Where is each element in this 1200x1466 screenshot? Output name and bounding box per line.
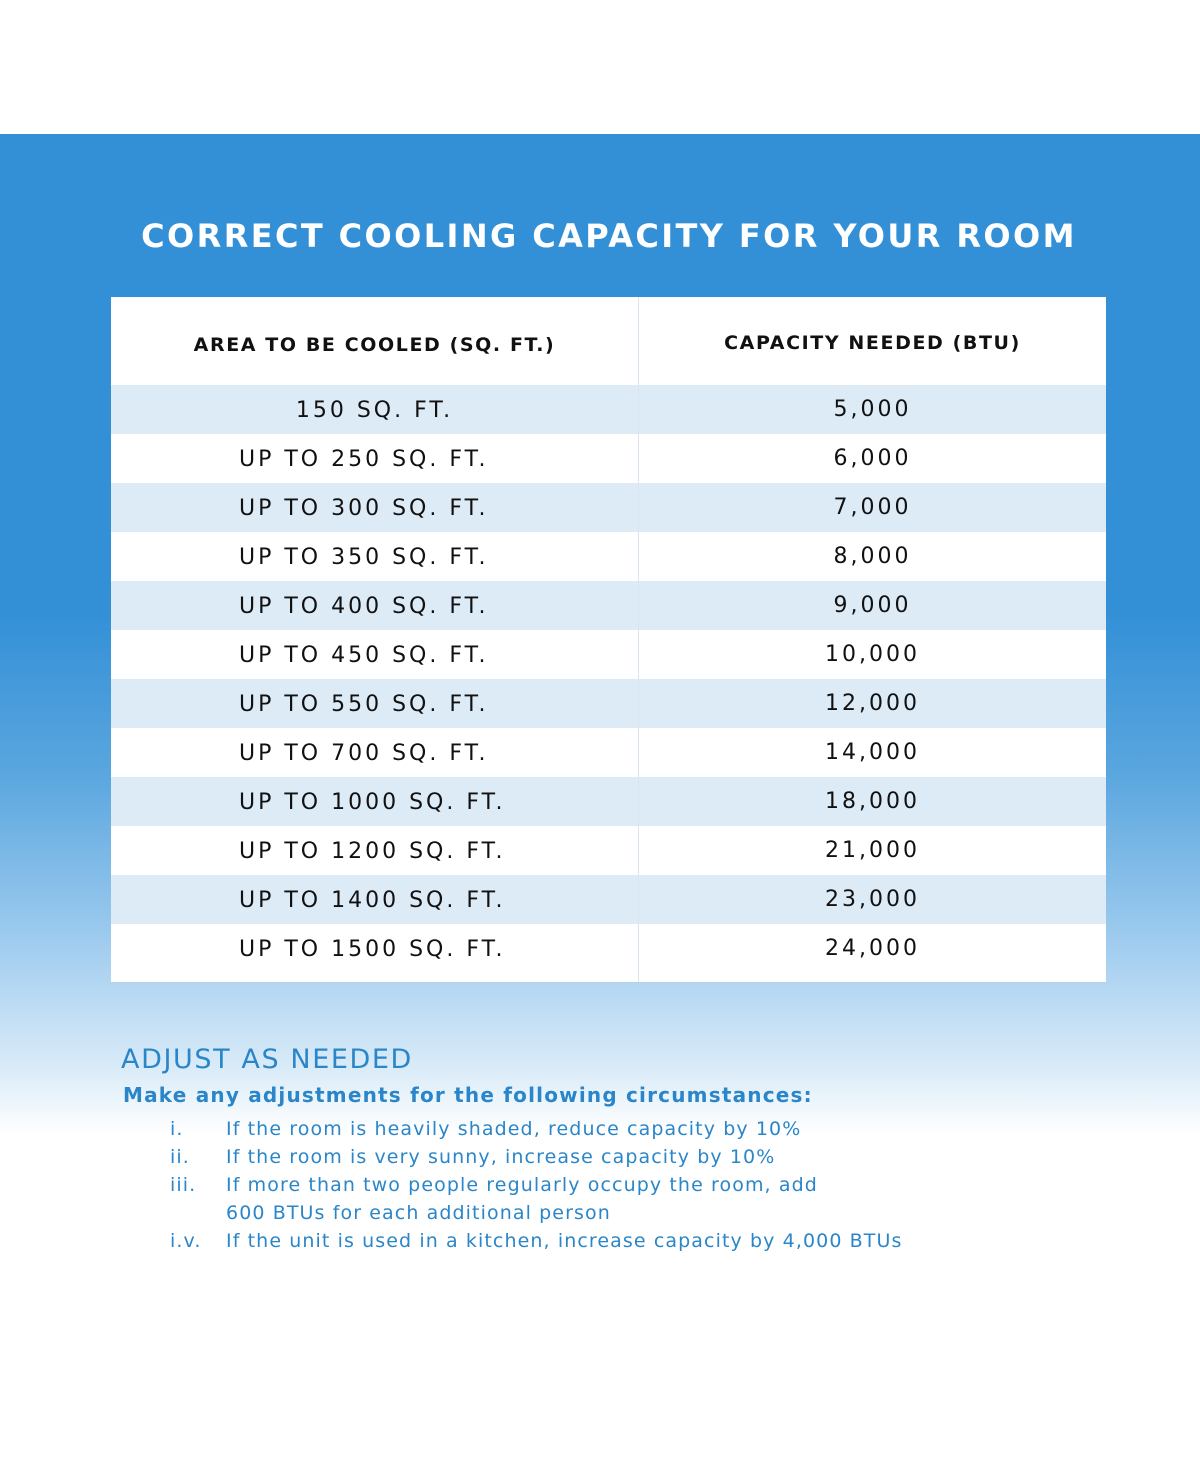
- area-cell: UP TO 250 SQ. FT.: [239, 447, 489, 472]
- table-row: [111, 728, 1106, 777]
- table-row: [111, 777, 1106, 826]
- adjustment-list: [121, 1115, 1121, 1255]
- adjustment-text: If the room is very sunny, increase capacity by 10%: [226, 1146, 776, 1168]
- table-row: [111, 385, 1106, 434]
- header-capacity: CAPACITY NEEDED (BTU): [724, 332, 1021, 354]
- area-cell: UP TO 1400 SQ. FT.: [239, 888, 506, 913]
- btu-cell: 7,000: [833, 495, 912, 520]
- adjustment-item: [121, 1171, 1121, 1227]
- table-row: [111, 826, 1106, 875]
- adjustment-text: If the room is heavily shaded, reduce capacity by 10%: [226, 1118, 802, 1140]
- btu-cell: 24,000: [825, 936, 920, 961]
- area-cell: UP TO 700 SQ. FT.: [239, 741, 489, 766]
- adjustment-number: i.: [170, 1118, 184, 1140]
- table-row: [111, 875, 1106, 924]
- btu-cell: 9,000: [833, 593, 912, 618]
- area-cell: UP TO 550 SQ. FT.: [239, 692, 489, 717]
- area-cell: UP TO 450 SQ. FT.: [239, 643, 489, 668]
- area-cell: UP TO 1200 SQ. FT.: [239, 839, 506, 864]
- btu-cell: 8,000: [833, 544, 912, 569]
- btu-cell: 18,000: [825, 789, 920, 814]
- adjustment-item: [121, 1115, 1121, 1143]
- area-cell: UP TO 300 SQ. FT.: [239, 496, 489, 521]
- adjustment-text: 600 BTUs for each additional person: [226, 1202, 611, 1224]
- adjustment-number: iii.: [170, 1174, 197, 1196]
- btu-cell: 6,000: [833, 446, 912, 471]
- area-cell: 150 SQ. FT.: [295, 398, 454, 423]
- table-row: [111, 679, 1106, 728]
- adjustment-item: [121, 1143, 1121, 1171]
- area-cell: UP TO 1500 SQ. FT.: [239, 937, 506, 962]
- page-title: CORRECT COOLING CAPACITY FOR YOUR ROOM: [141, 217, 1077, 255]
- table-header-row: [111, 297, 1106, 385]
- area-cell: UP TO 350 SQ. FT.: [239, 545, 489, 570]
- btu-cell: 23,000: [825, 887, 920, 912]
- adjustment-text: If the unit is used in a kitchen, increase capacity by 4,000 BTUs: [226, 1230, 903, 1252]
- btu-cell: 12,000: [825, 691, 920, 716]
- table-row: [111, 924, 1106, 973]
- adjustment-number: i.v.: [170, 1230, 202, 1252]
- table-row: [111, 483, 1106, 532]
- area-cell: UP TO 400 SQ. FT.: [239, 594, 489, 619]
- btu-cell: 5,000: [833, 397, 912, 422]
- btu-cell: 14,000: [825, 740, 920, 765]
- cooling-capacity-table: [111, 297, 1106, 982]
- header-area: AREA TO BE COOLED (SQ. FT.): [193, 334, 556, 356]
- column-divider: [638, 297, 639, 982]
- area-cell: UP TO 1000 SQ. FT.: [239, 790, 506, 815]
- table-row: [111, 532, 1106, 581]
- btu-cell: 21,000: [825, 838, 920, 863]
- table-row: [111, 434, 1106, 483]
- table-row: [111, 630, 1106, 679]
- adjustment-item: [121, 1227, 1121, 1255]
- table-row: [111, 581, 1106, 630]
- adjustment-text: If more than two people regularly occupy the room, add: [226, 1174, 818, 1196]
- adjust-subheading: Make any adjustments for the following circumstances:: [123, 1083, 813, 1107]
- adjustment-number: ii.: [170, 1146, 190, 1168]
- btu-cell: 10,000: [825, 642, 920, 667]
- adjust-section: [121, 1044, 1121, 1255]
- adjust-heading: ADJUST AS NEEDED: [121, 1044, 413, 1075]
